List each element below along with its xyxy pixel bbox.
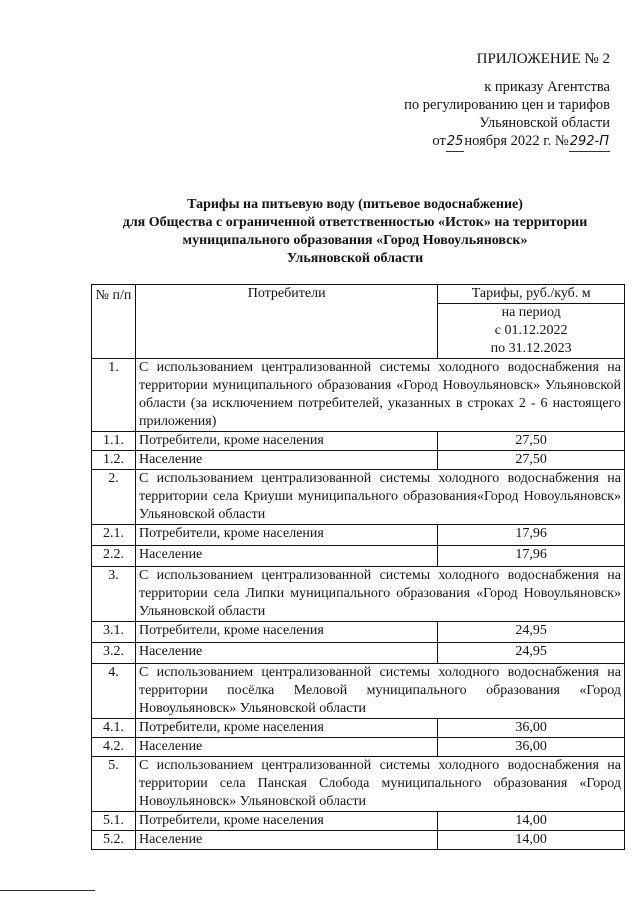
header-period-2: с 01.12.2022 — [494, 323, 568, 338]
section-number: 3. — [92, 567, 136, 622]
consumer-label: Потребители, кроме населения — [135, 719, 437, 738]
consumer-label: Население — [135, 738, 437, 757]
header-period-1: на период — [501, 305, 561, 320]
consumer-label: Население — [135, 451, 437, 470]
table-row — [92, 719, 625, 738]
header-num: № п/п — [92, 285, 136, 359]
section-row — [92, 664, 625, 719]
table-row — [92, 525, 625, 546]
consumer-label: Потребители, кроме населения — [135, 622, 437, 643]
annex-title: ПРИЛОЖЕНИЕ № 2 — [476, 51, 610, 67]
header-tariffs — [438, 285, 625, 359]
document-title — [85, 196, 625, 268]
row-number: 5.2. — [92, 831, 136, 850]
section-row — [92, 359, 625, 432]
annex-header — [310, 50, 610, 152]
row-number: 4.2. — [92, 738, 136, 757]
row-number: 2.1. — [92, 525, 136, 546]
tariff-value: 14,00 — [438, 812, 625, 831]
consumer-label: Потребители, кроме населения — [135, 432, 437, 451]
order-number-handwritten: 292-П — [569, 133, 610, 152]
header-tariffs-label: Тарифы, руб./куб. м — [438, 285, 624, 304]
section-description: С использованием централизованной системы холодного водоснабжения на территории села Криуши муниципального образования«Город Новоульяновск» Ульяновской области — [135, 470, 624, 525]
footer-rule — [0, 890, 95, 891]
header-period-3: по 31.12.2023 — [490, 341, 572, 356]
section-number: 4. — [92, 664, 136, 719]
tariff-value: 17,96 — [438, 546, 625, 567]
tariff-value: 24,95 — [438, 622, 625, 643]
header-consumers: Потребители — [135, 285, 437, 359]
row-number: 1.2. — [92, 451, 136, 470]
title-line-1: Тарифы на питьевую воду (питьевое водоснабжение) — [187, 197, 523, 212]
section-number: 5. — [92, 757, 136, 812]
row-number: 3.1. — [92, 622, 136, 643]
section-row — [92, 567, 625, 622]
section-description: С использованием централизованной системы холодного водоснабжения на территории села Липки муниципального образования «Город Новоульяновск» Ульяновской области — [135, 567, 624, 622]
consumer-label: Население — [135, 546, 437, 567]
title-line-3: муниципального образования «Город Новоульяновск» — [182, 233, 528, 248]
row-number: 4.1. — [92, 719, 136, 738]
table-row — [92, 451, 625, 470]
consumer-label: Потребители, кроме населения — [135, 812, 437, 831]
tariff-value: 17,96 — [438, 525, 625, 546]
date-prefix: от — [432, 133, 446, 149]
tariff-value: 27,50 — [438, 451, 625, 470]
consumer-label: Потребители, кроме населения — [135, 525, 437, 546]
table-row — [92, 643, 625, 664]
section-number: 1. — [92, 359, 136, 432]
annex-line-1: к приказу Агентства — [484, 79, 610, 95]
table-row — [92, 432, 625, 451]
tariff-value: 36,00 — [438, 738, 625, 757]
section-number: 2. — [92, 470, 136, 525]
section-row — [92, 757, 625, 812]
section-description: С использованием централизованной системы холодного водоснабжения на территории муниципального образования «Город Новоульяновск» Ульяновской области (за исключением потребителей, указанных в строках 2 - 6 настоящего приложения) — [135, 359, 624, 432]
row-number: 1.1. — [92, 432, 136, 451]
date-middle: ноября 2022 г. № — [464, 133, 569, 149]
table-row — [92, 738, 625, 757]
tariff-value: 24,95 — [438, 643, 625, 664]
row-number: 2.2. — [92, 546, 136, 567]
consumer-label: Население — [135, 831, 437, 850]
annex-line-3: Ульяновской области — [479, 115, 610, 131]
title-line-4: Ульяновской области — [286, 251, 424, 266]
annex-date-line — [310, 132, 610, 152]
tariffs-table — [91, 284, 625, 850]
section-row — [92, 470, 625, 525]
row-number: 3.2. — [92, 643, 136, 664]
section-description: С использованием централизованной системы холодного водоснабжения на территории посёлка Меловой муниципального образования «Город Новоульяновск» Ульяновской области — [135, 664, 624, 719]
table-header-row — [92, 285, 625, 359]
table-row — [92, 546, 625, 567]
tariff-value: 36,00 — [438, 719, 625, 738]
annex-line-2: по регулированию цен и тарифов — [404, 97, 610, 113]
table-row — [92, 812, 625, 831]
row-number: 5.1. — [92, 812, 136, 831]
tariff-value: 27,50 — [438, 432, 625, 451]
date-day-handwritten: 25 — [446, 133, 465, 152]
title-line-2: для Общества с ограниченной ответственностью «Исток» на территории — [122, 215, 588, 230]
table-row — [92, 622, 625, 643]
consumer-label: Население — [135, 643, 437, 664]
section-description: С использованием централизованной системы холодного водоснабжения на территории села Панская Слобода муниципального образования «Город Новоульяновск» Ульяновской области — [135, 757, 624, 812]
tariff-value: 14,00 — [438, 831, 625, 850]
table-row — [92, 831, 625, 850]
